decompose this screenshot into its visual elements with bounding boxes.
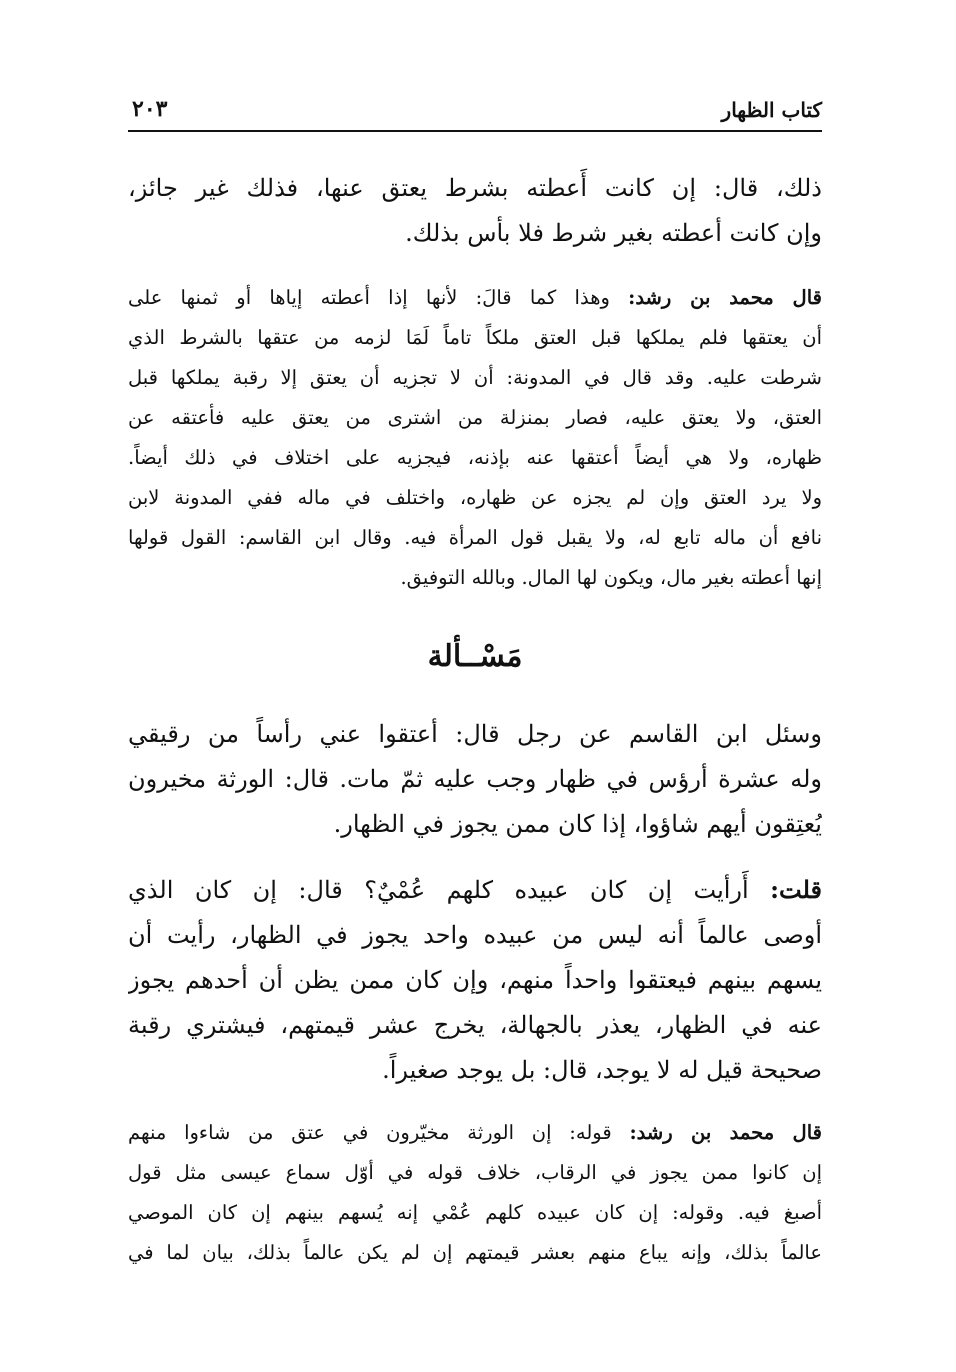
text-line: عالماً بذلك، وإنه يباع منهم بعشر قيمتهم إن لم يكن عالماً بذلك، بيان لما في bbox=[128, 1241, 822, 1264]
paragraph-2-commentary bbox=[128, 278, 822, 598]
text-run: قوله: إن الورثة مخيّرون في عتق من شاءوا منهم bbox=[128, 1121, 630, 1144]
text-line: يسهم بينهم فيعتقوا واحداً منهم، وإن كان ممن يظن أن أحدهم يجوز bbox=[128, 966, 822, 994]
text-line: ولا يرد العتق وإن لم يجزه عن ظهاره، واختلف في ماله ففي المدونة لابن bbox=[128, 486, 822, 509]
text-line: وسئل ابن القاسم عن رجل قال: أعتقوا عني رأساً من رقيقي bbox=[128, 720, 822, 748]
text-line: نافع أن ماله تابع له، ولا يقبل قول المرأة فيه. وقال ابن القاسم: القول قولها bbox=[128, 526, 822, 549]
text-line-with-speaker bbox=[128, 278, 822, 318]
running-title: كتاب الظهار bbox=[721, 98, 822, 122]
page-body bbox=[128, 166, 822, 1273]
paragraph-5-commentary bbox=[128, 1113, 822, 1273]
text-line: ذلك، قال: إن كانت أَعطته بشرط يعتق عنها، فذلك غير جائز، bbox=[128, 174, 822, 202]
text-run: وهذا كما قالَ: لأنها إذا أعطته إياها أو ثمنها على bbox=[128, 286, 629, 309]
page-header bbox=[128, 96, 822, 132]
text-line: وإن كانت أعطته بغير شرط فلا بأس بذلك. bbox=[405, 219, 822, 247]
text-line: إن كانوا ممن يجوز في الرقاب، خلاف قوله في أوّل سماع عيسى مثل قول bbox=[128, 1161, 822, 1184]
text-line: صحيحة قيل له لا يوجد، قال: بل يوجد صغيراً. bbox=[382, 1056, 822, 1084]
text-line: إنها أعطته بغير مال، ويكون لها المال. وبالله التوفيق. bbox=[400, 566, 822, 589]
text-line: أصبغ فيه. وقوله: إن كان عبيده كلهم عُمْي إنه يُسهم بينهم إن كان الموصي bbox=[128, 1201, 822, 1224]
text-run: أَرأيت إن كان عبيده كلهم عُمْيٌ؟ قال: إن كان الذي bbox=[128, 876, 771, 904]
text-line: عنه في الظهار، يعذر بالجهالة، يخرج عشر قيمتهم، فيشتري رقبة bbox=[128, 1011, 822, 1039]
text-line-with-speaker bbox=[128, 867, 822, 913]
speaker-label: قال محمد بن رشد: bbox=[629, 1121, 822, 1144]
text-line: أوصى عالماً أنه ليس من عبيده واحد يجوز في الظهار، رأيت أن bbox=[128, 921, 822, 949]
text-line: العتق، ولا يعتق عليه، فصار بمنزلة من اشترى من يعتق عليه فأعتقه عن bbox=[128, 406, 822, 429]
text-line: ظهاره، ولا هي أيضاً أعتقها عنه بإذنه، فيجزيه على اختلاف في ذلك أيضاً. bbox=[128, 446, 822, 469]
page-number: ٢٠٣ bbox=[132, 96, 168, 122]
paragraph-1 bbox=[128, 166, 822, 256]
section-heading: مَسْــألة bbox=[427, 639, 523, 674]
text-line: أن يعتقها فلم يملكها قبل العتق ملكاً تاماً لَمَا لزمه من عتقها بالشرط الذي bbox=[128, 326, 822, 349]
speaker-label: قلت: bbox=[770, 875, 822, 904]
text-line: شرطت عليه. وقد قال في المدونة: أن لا تجزيه أن يعتق إلا رقبة يملكها قبل bbox=[128, 366, 822, 389]
text-line: يُعتِقون أيهم شاؤوا، إذا كان ممن يجوز في الظهار. bbox=[333, 810, 822, 838]
paragraph-4 bbox=[128, 867, 822, 1093]
text-line: وله عشرة أرؤس في ظهار وجب عليه ثمّ مات. قال: الورثة مخيرون bbox=[128, 765, 822, 793]
paragraph-3 bbox=[128, 712, 822, 847]
speaker-label: قال محمد بن رشد: bbox=[628, 286, 822, 309]
text-line-with-speaker bbox=[128, 1113, 822, 1153]
